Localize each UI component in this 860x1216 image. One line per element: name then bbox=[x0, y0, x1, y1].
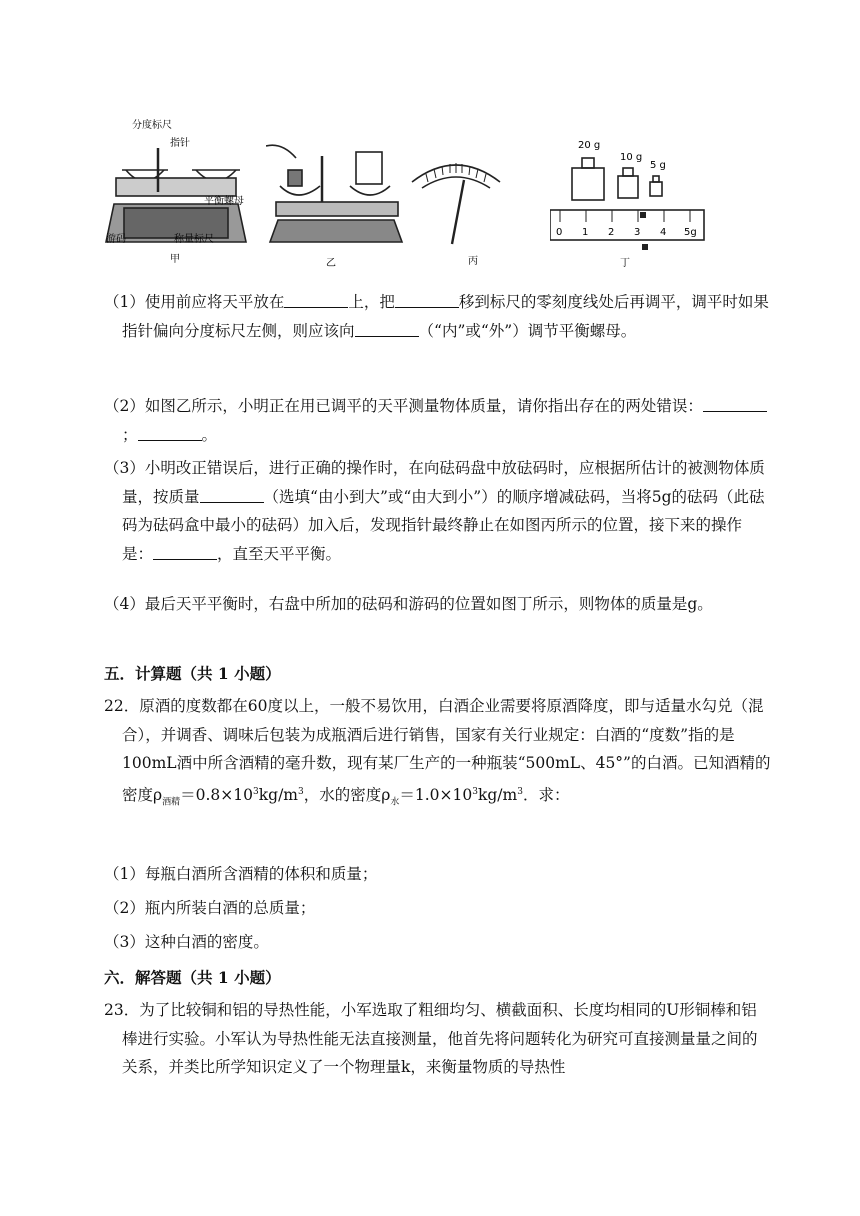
tick-4: 4 bbox=[660, 227, 667, 238]
q21-part-4: （4）最后天平平衡时，右盘中所加的砝码和游码的位置如图丁所示，则物体的质量是g。 bbox=[104, 595, 713, 613]
section-5-title: 五．计算题（共 1 小题） bbox=[104, 664, 281, 683]
q22-sub-2: （2）瓶内所装白酒的总质量； bbox=[104, 899, 316, 917]
caption-jia: 甲 bbox=[170, 254, 180, 265]
answer-blank bbox=[138, 426, 202, 441]
answer-blank bbox=[153, 545, 217, 560]
section-6-title: 六．解答题（共 1 小题） bbox=[104, 968, 281, 987]
q21-part-3: （3）小明改正错误后，进行正确的操作时，在向砝码盘中放砝码时，应根据所估计的被测物体质量，按质量 （选填“由小到大”或“由大到小”）的顺序增减砝码，当将5g的砝码（此砝码为砝码盒中最小的砝码）加入后，发现指针最终静止在如图丙所示的位置，接下来的操作是： ，直至天平平衡。 bbox=[104, 459, 765, 563]
weight-10g-label: 10 g bbox=[620, 152, 643, 163]
caption-ding: 丁 bbox=[620, 258, 630, 269]
balance-figure-yi bbox=[266, 142, 416, 272]
answer-blank bbox=[284, 293, 348, 308]
answer-blank bbox=[355, 322, 419, 337]
caption-yi: 乙 bbox=[326, 258, 336, 269]
caption-bing: 丙 bbox=[468, 256, 478, 267]
q21-part-1: （1）使用前应将天平放在 上，把 移到标尺的零刻度线处后再调平，调平时如果指针偏向分度标尺左侧，则应该向 （“内”或“外”）调节平衡螺母。 bbox=[104, 293, 769, 340]
label-rider: 游码 bbox=[106, 234, 126, 245]
figure-row bbox=[104, 112, 704, 272]
tick-5g: 5g bbox=[684, 227, 697, 238]
label-pointer: 指针 bbox=[170, 138, 190, 149]
weight-5g-label: 5 g bbox=[650, 160, 666, 171]
q22-sub-1: （1）每瓶白酒所含酒精的体积和质量； bbox=[104, 865, 378, 883]
answer-blank bbox=[395, 293, 459, 308]
label-scale: 分度标尺 bbox=[132, 120, 172, 131]
q22-stem: 22．原酒的度数都在60度以上，一般不易饮用，白酒企业需要将原酒降度，即与适量水勾兑（混合），并调香、调味后包装为成瓶酒后进行销售，国家有关行业规定：白酒的“度数”指的是100mL酒中所含酒精的毫升数，现有某厂生产的一种瓶装“500mL、45°”的白酒。已知酒精的密度$\rho_{酒精}=0.8\times 10^3kg/m^3$，水的密度$\rho_水=1.0\times 10^3kg/m^3$．求： bbox=[104, 697, 771, 808]
q21-part-2: （2）如图乙所示，小明正在用已调平的天平测量物体质量，请你指出存在的两处错误：； 。 bbox=[104, 392, 772, 449]
q23-stem: 23．为了比较铜和铝的导热性能，小军选取了粗细均匀、横截面积、长度均相同的U形铜棒和铝棒进行实验。小军认为导热性能无法直接测量，他首先将问题转化为研究可直接测量量之间的关系，并类比所学知识定义了一个物理量k，来衡量物质的导热性 bbox=[104, 1001, 758, 1077]
balance-figure-jia bbox=[104, 112, 264, 272]
answer-blank bbox=[200, 488, 264, 503]
weight-20g-label: 20 g bbox=[578, 140, 601, 151]
weights-figure-ding bbox=[550, 132, 706, 272]
q22-sub-3: （3）这种白酒的密度。 bbox=[104, 933, 269, 951]
tick-0: 0 bbox=[556, 227, 563, 238]
label-beam-scale: 称量标尺 bbox=[174, 234, 214, 245]
answer-blank bbox=[703, 397, 767, 412]
tick-1: 1 bbox=[582, 227, 589, 238]
tick-2: 2 bbox=[608, 227, 615, 238]
label-nut: 平衡螺母 bbox=[204, 196, 244, 207]
pointer-figure-bing bbox=[406, 152, 506, 272]
tick-3: 3 bbox=[634, 227, 641, 238]
